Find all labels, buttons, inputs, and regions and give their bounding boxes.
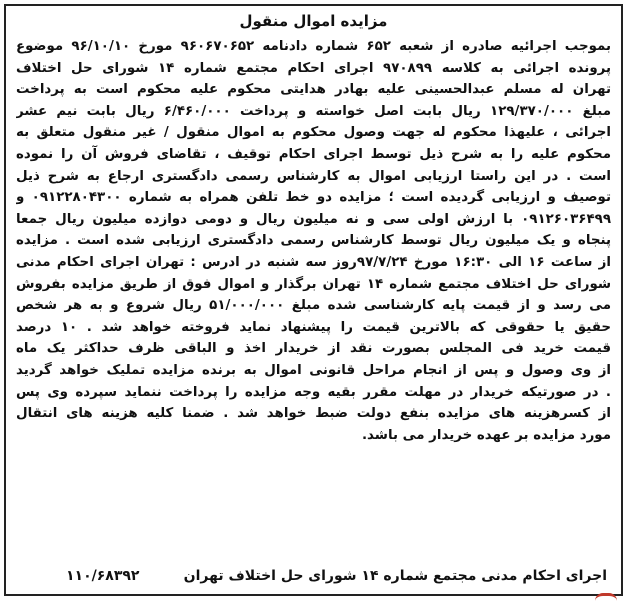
notice-line: بموجب اجرائیه صادره از شعبه ۶۵۲ شماره دادنامه ۹۶۰۶۷۰۶۵۲ مورخ ۹۶/۱۰/۱۰ موضوع: [16, 39, 611, 54]
auction-notice: [4, 4, 623, 596]
red-corner-mark: [595, 593, 617, 604]
footer-issuer: اجرای احکام مدنی مجتمع شماره ۱۴ شورای حل اختلاف تهران: [183, 568, 607, 584]
notice-line: حقیق یا حقوقی که بالاترین قیمت را پیشنهاد نماید فروخته خواهد شد . ۱۰ درصد: [16, 319, 611, 335]
notice-line: شورای حل اختلاف مجتمع شماره ۱۴ تهران برگذار و اموال فوق از طریق مزایده بفروش: [16, 276, 611, 292]
notice-line: محکوم علیه را به شرح ذیل توسط اجرای احکام توقیف ، تقاضای فروش آن را نموده: [16, 146, 611, 162]
notice-body: [16, 36, 611, 446]
notice-line: توصیف و ارزیابی گردیده است ؛ مزایده دو خط تلفن همراه به شماره ۰۹۱۲۲۸۰۴۳۰۰ و: [16, 190, 611, 206]
notice-line: مورد مزایده بر عهده خریدار می باشد.: [361, 427, 611, 443]
notice-line: مبلغ ۱۲۹/۳۷۰/۰۰۰ ریال بابت اصل خواسته و پرداخت ۶/۴۶۰/۰۰۰ ریال بابت نیم عشر: [16, 103, 611, 119]
notice-line: از وی وصول و پس از انجام مراحل قانونی اموال به برنده مزایده تملیک خواهد گردید: [16, 362, 611, 378]
footer-reference-number: ۱۱۰/۶۸۳۹۲: [66, 568, 140, 584]
notice-line: ۰۹۱۲۶۰۳۶۴۹۹ با ارزش اولی سی و نه میلیون ریال و دومی دوازده میلیون ریال جمعا: [16, 211, 611, 227]
notice-line: پرونده اجرائی به کلاسه ۹۷۰۸۹۹ اجرای احکام مجتمع شماره ۱۴ شورای حل اختلاف: [16, 60, 611, 76]
notice-footer: [66, 568, 607, 584]
notice-line: . در صورتیکه خریدار در مهلت مقرر بقیه وجه مزایده را پرداخت ننماید سپرده وی پس: [16, 384, 611, 400]
notice-line: می رسد و از قیمت پایه کارشناسی شده مبلغ ۵۱/۰۰۰/۰۰۰ ریال شروع و به هر شخص: [16, 298, 611, 314]
notice-line: قیمت خرید فی المجلس بصورت نقد از خریدار اخذ و الباقی ظرف حداکثر یک ماه: [16, 341, 611, 357]
notice-line: تهران له مسلم عبدالحسینی علیه بهادر هدایتی محکوم علیه محکوم است به پرداخت: [16, 82, 611, 98]
notice-line: پنجاه و یک میلیون ریال توسط کارشناس رسمی دادگستری ارزیابی شده است . مزایده: [16, 233, 611, 249]
notice-line: اجرائی ، علیهذا محکوم له جهت وصول محکوم به اموال منقول / غیر منقول متعلق به: [16, 125, 611, 141]
notice-title: مزایده اموال منقول: [239, 12, 388, 30]
notice-line: از ساعت ۱۶ الی ۱۶:۳۰ مورخ ۹۷/۷/۲۴روز سه شنبه در ادرس : تهران اجرای احکام مدنی: [16, 254, 611, 270]
notice-line: از کسرهزینه های مزایده بنفع دولت ضبط خواهد شد . ضمنا کلیه هزینه های انتقال: [16, 406, 611, 422]
notice-line: است . در این راستا ارزیابی اموال به کارشناس رسمی دادگستری ارجاع به شرح ذیل: [16, 168, 611, 184]
